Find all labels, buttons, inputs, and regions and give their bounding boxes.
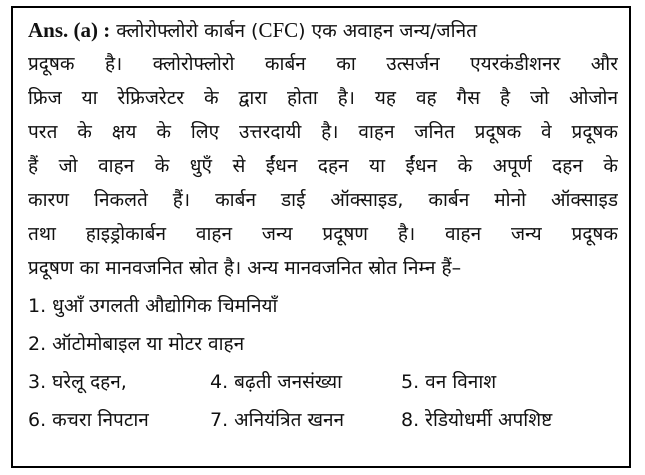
list-item-5: 5. वन विनाश bbox=[401, 371, 497, 393]
answer-box bbox=[11, 6, 631, 468]
answer-line-2: प्रदूषक है। क्लोरोफ्लोरो कार्बन का उत्सर्जन एयरकंडीशनर और bbox=[28, 53, 618, 75]
list-item-2: 2. ऑटोमोबाइल या मोटर वाहन bbox=[28, 333, 245, 355]
list-item-1: 1. धुआँ उगलती औद्योगिक चिमनियाँ bbox=[28, 295, 278, 317]
list-row-4 bbox=[28, 406, 618, 436]
list-item-6: 6. कचरा निपटान bbox=[28, 409, 149, 431]
list-item-4: 4. बढ़ती जनसंख्या bbox=[210, 371, 343, 393]
answer-label: Ans. (a) : bbox=[28, 18, 111, 42]
answer-line-1 bbox=[28, 16, 618, 45]
list-row-3 bbox=[28, 368, 618, 398]
answer-line-7: तथा हाइड्रोकार्बन वाहन जन्य प्रदूषण है। वाहन जन्य प्रदूषक bbox=[28, 223, 618, 245]
answer-line-8: प्रदूषण का मानवजनित स्रोत है। अन्य मानवजनित स्रोत निम्न हैं– bbox=[28, 257, 462, 279]
list-item-7: 7. अनियंत्रित खनन bbox=[210, 409, 345, 431]
list-item-8: 8. रेडियोधर्मी अपशिष्ट bbox=[401, 409, 553, 431]
answer-line-1-a: क्लोरोफ्लोरो कार्बन ( bbox=[116, 20, 259, 42]
answer-line-5: हैं जो वाहन के धुएँ से ईंधन दहन या ईंधन के अपूर्ण दहन के bbox=[28, 155, 618, 177]
cfc-abbreviation: CFC bbox=[258, 18, 299, 42]
answer-line-3: फ्रिज या रेफ्रिजरेटर के द्वारा होता है। यह वह गैस है जो ओजोन bbox=[28, 87, 618, 109]
answer-line-4: परत के क्षय के लिए उत्तरदायी है। वाहन जनित प्रदूषक वे प्रदूषक bbox=[28, 121, 618, 143]
list-item-3: 3. घरेलू दहन, bbox=[28, 371, 127, 393]
answer-line-1-b: ) एक अवाहन जन्य/जनित bbox=[298, 20, 477, 42]
answer-line-6: कारण निकलते हैं। कार्बन डाई ऑक्साइड, कार्बन मोनो ऑक्साइड bbox=[28, 189, 618, 211]
